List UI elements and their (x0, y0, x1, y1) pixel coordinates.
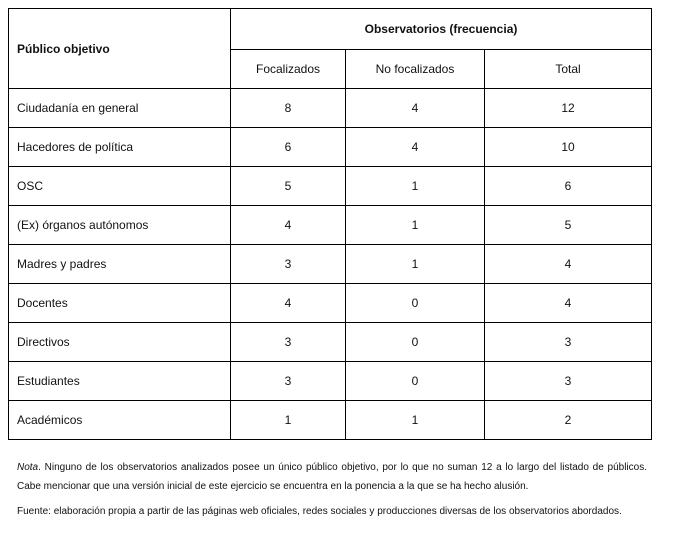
table-row (9, 362, 652, 401)
cell-no-focalizados: 1 (346, 206, 485, 245)
row-label: Directivos (9, 323, 231, 362)
header-total: Total (485, 50, 652, 89)
cell-no-focalizados: 0 (346, 323, 485, 362)
cell-focalizados: 4 (231, 284, 346, 323)
header-observatorios-frecuencia: Observatorios (frecuencia) (231, 9, 652, 50)
cell-focalizados: 1 (231, 401, 346, 440)
cell-focalizados: 3 (231, 323, 346, 362)
source-paragraph: Fuente: elaboración propia a partir de las páginas web oficiales, redes sociales y producciones diversas de los observatorios abordados. (17, 506, 622, 517)
table-row (9, 245, 652, 284)
row-label: Estudiantes (9, 362, 231, 401)
table-row (9, 89, 652, 128)
cell-no-focalizados: 1 (346, 245, 485, 284)
cell-no-focalizados: 1 (346, 167, 485, 206)
cell-no-focalizados: 4 (346, 128, 485, 167)
cell-focalizados: 6 (231, 128, 346, 167)
cell-total: 10 (485, 128, 652, 167)
cell-total: 2 (485, 401, 652, 440)
header-no-focalizados: No focalizados (346, 50, 485, 89)
cell-total: 3 (485, 323, 652, 362)
table-body (9, 89, 652, 440)
cell-total: 6 (485, 167, 652, 206)
row-label: Académicos (9, 401, 231, 440)
data-table-container (8, 8, 651, 440)
row-label: Madres y padres (9, 245, 231, 284)
table-row (9, 401, 652, 440)
observatorios-table (8, 8, 652, 440)
cell-no-focalizados: 0 (346, 362, 485, 401)
cell-focalizados: 4 (231, 206, 346, 245)
row-label: OSC (9, 167, 231, 206)
row-label: Ciudadanía en general (9, 89, 231, 128)
header-focalizados: Focalizados (231, 50, 346, 89)
cell-focalizados: 3 (231, 362, 346, 401)
table-notes (17, 458, 647, 521)
cell-focalizados: 5 (231, 167, 346, 206)
cell-total: 3 (485, 362, 652, 401)
cell-total: 4 (485, 245, 652, 284)
cell-no-focalizados: 1 (346, 401, 485, 440)
table-row (9, 323, 652, 362)
cell-focalizados: 8 (231, 89, 346, 128)
cell-total: 4 (485, 284, 652, 323)
header-row-group (9, 9, 652, 50)
table-row (9, 128, 652, 167)
table-row (9, 284, 652, 323)
note-label: Nota (17, 462, 39, 473)
row-label: Docentes (9, 284, 231, 323)
note-text: . Ninguno de los observatorios analizados posee un único público objetivo, por lo que no suman 12 a lo largo del listado de públicos. Cabe mencionar que una versión inicial de este ejercicio se encuentra en la ponencia a la que se ha hecho alusión. (17, 462, 647, 492)
table-row (9, 206, 652, 245)
cell-no-focalizados: 0 (346, 284, 485, 323)
row-label: (Ex) órganos autónomos (9, 206, 231, 245)
cell-total: 12 (485, 89, 652, 128)
cell-focalizados: 3 (231, 245, 346, 284)
cell-total: 5 (485, 206, 652, 245)
header-publico-objetivo: Público objetivo (9, 9, 231, 89)
note-paragraph (17, 458, 647, 496)
row-label: Hacedores de política (9, 128, 231, 167)
cell-no-focalizados: 4 (346, 89, 485, 128)
table-row (9, 167, 652, 206)
